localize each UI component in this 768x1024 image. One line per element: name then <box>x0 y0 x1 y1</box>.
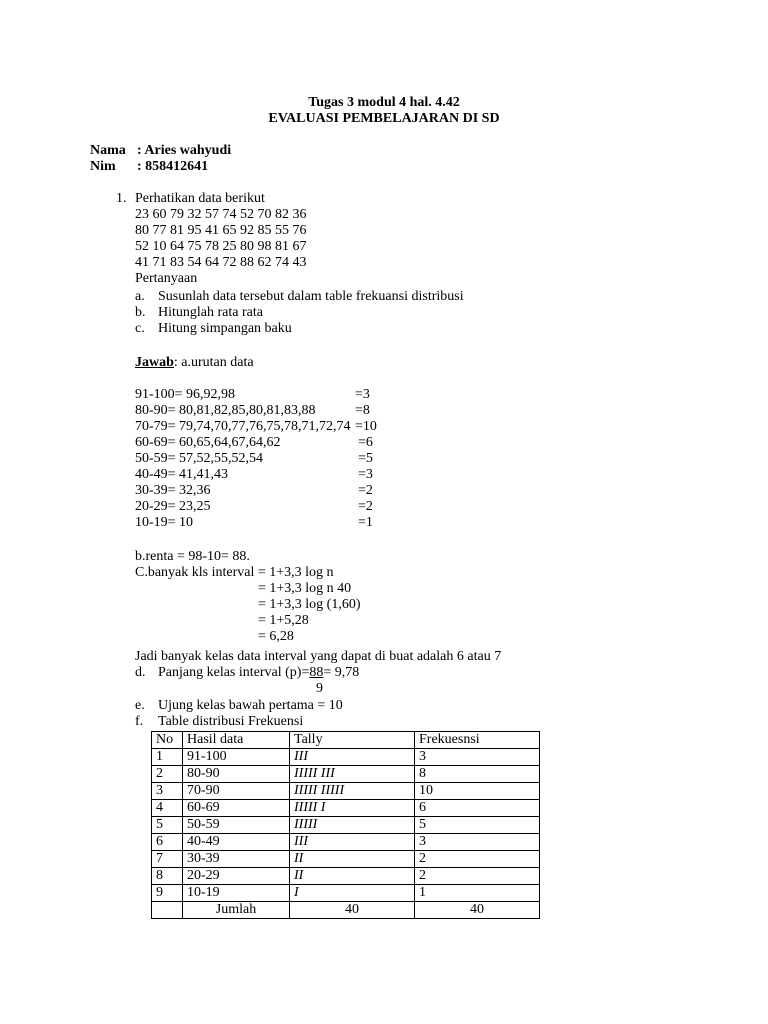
item-text: Hitung simpangan baku <box>158 321 292 336</box>
jawab-label: Jawab <box>135 355 174 370</box>
group-range: 91-100= 96,92,98 <box>135 387 236 402</box>
cell-tally: IIIII III <box>290 766 415 783</box>
cell-frekuensi: 2 <box>415 851 540 868</box>
item-mark: a. <box>135 289 145 304</box>
calc-lines <box>258 581 361 645</box>
table-mark: f. <box>135 714 144 729</box>
header-tally: Tally <box>290 732 415 749</box>
data-row: 80 77 81 95 41 65 92 85 55 76 <box>135 223 307 238</box>
banyak-kls-line: C.banyak kls interval = 1+3,3 log n <box>135 565 334 580</box>
table-row <box>152 749 540 766</box>
table-total-row <box>152 902 540 919</box>
panjang-line <box>158 665 359 681</box>
cell-frekuensi: 1 <box>415 885 540 902</box>
cell-tally: IIIII I <box>290 800 415 817</box>
question-body <box>135 191 307 287</box>
question-intro: Perhatikan data berikut <box>135 191 265 206</box>
cell-no: 2 <box>152 766 183 783</box>
jawab-rest: : a.urutan data <box>173 355 254 370</box>
cell-hasil: 10-19 <box>183 885 290 902</box>
frequency-table <box>151 731 540 919</box>
cell-hasil: 20-29 <box>183 868 290 885</box>
nim-label: Nim <box>90 159 116 174</box>
table-title: Table distribusi Frekuensi <box>158 714 304 729</box>
cell-hasil: 91-100 <box>183 749 290 766</box>
ujung-mark: e. <box>135 698 145 713</box>
cell-tally: III <box>290 749 415 766</box>
group-range: 70-79= 79,74,70,77,76,75,78,71,72,74 <box>135 419 351 434</box>
group-count: =2 <box>358 483 373 498</box>
data-row: 23 60 79 32 57 74 52 70 82 36 <box>135 207 307 222</box>
group-count: =5 <box>358 451 373 466</box>
cell-frekuensi: 5 <box>415 817 540 834</box>
table-header-row <box>152 732 540 749</box>
ujung-line: Ujung kelas bawah pertama = 10 <box>158 698 343 713</box>
cell-hasil: 60-69 <box>183 800 290 817</box>
group-range: 20-29= 23,25 <box>135 499 211 514</box>
cell-hasil: 80-90 <box>183 766 290 783</box>
table-row <box>152 800 540 817</box>
group-count: =1 <box>358 515 373 530</box>
doc-subtitle: EVALUASI PEMBELAJARAN DI SD <box>268 111 500 126</box>
renta-line: b.renta = 98-10= 88. <box>135 549 250 564</box>
table-row <box>152 834 540 851</box>
jawab-line <box>135 355 254 371</box>
cell-no: 4 <box>152 800 183 817</box>
pertanyaan-label: Pertanyaan <box>135 271 198 286</box>
group-count: =6 <box>358 435 373 450</box>
doc-title: Tugas 3 modul 4 hal. 4.42 <box>308 95 460 110</box>
group-range: 40-49= 41,41,43 <box>135 467 229 482</box>
group-range: 10-19= 10 <box>135 515 194 530</box>
calc-line: = 1+3,3 log n 40 <box>258 581 352 596</box>
jadi-line: Jadi banyak kelas data interval yang dapat di buat adalah 6 atau 7 <box>135 649 502 664</box>
nama-label: Nama <box>90 143 126 158</box>
cell-no: 5 <box>152 817 183 834</box>
total-frekuensi: 40 <box>415 902 540 919</box>
calc-line: = 1+5,28 <box>258 613 309 628</box>
cell-empty <box>152 902 183 919</box>
cell-tally: II <box>290 851 415 868</box>
cell-no: 9 <box>152 885 183 902</box>
header-hasil: Hasil data <box>183 732 290 749</box>
cell-no: 8 <box>152 868 183 885</box>
cell-hasil: 40-49 <box>183 834 290 851</box>
item-mark: b. <box>135 305 146 320</box>
group-count: =2 <box>358 499 373 514</box>
panjang-pre: Panjang kelas interval (p)= <box>158 665 310 680</box>
cell-tally: IIIII <box>290 817 415 834</box>
group-range: 80-90= 80,81,82,85,80,81,83,88 <box>135 403 316 418</box>
nim-value: : 858412641 <box>137 159 209 174</box>
cell-frekuensi: 3 <box>415 749 540 766</box>
item-mark: c. <box>135 321 145 336</box>
nama-value: : Aries wahyudi <box>137 143 232 158</box>
panjang-mark: d. <box>135 665 146 680</box>
cell-hasil: 50-59 <box>183 817 290 834</box>
header-no: No <box>152 732 183 749</box>
table-row <box>152 885 540 902</box>
table-row <box>152 766 540 783</box>
item-text: Hitunglah rata rata <box>158 305 263 320</box>
cell-frekuensi: 8 <box>415 766 540 783</box>
group-range: 60-69= 60,65,64,67,64,62 <box>135 435 281 450</box>
group-count: =3 <box>358 467 373 482</box>
cell-no: 3 <box>152 783 183 800</box>
cell-no: 7 <box>152 851 183 868</box>
data-row: 41 71 83 54 64 72 88 62 74 43 <box>135 255 307 270</box>
question-number: 1. <box>116 191 127 206</box>
table-row <box>152 851 540 868</box>
calc-line: = 6,28 <box>258 629 294 644</box>
item-text: Susunlah data tersebut dalam table frekuansi distribusi <box>158 289 464 304</box>
panjang-post: = 9,78 <box>323 665 360 680</box>
table-row <box>152 817 540 834</box>
panjang-denominator: 9 <box>316 681 323 696</box>
group-range: 30-39= 32,36 <box>135 483 211 498</box>
cell-tally: IIIII IIIII <box>290 783 415 800</box>
cell-frekuensi: 6 <box>415 800 540 817</box>
cell-frekuensi: 2 <box>415 868 540 885</box>
calc-line: = 1+3,3 log (1,60) <box>258 597 361 612</box>
cell-frekuensi: 3 <box>415 834 540 851</box>
group-count: =3 <box>355 387 370 402</box>
cell-no: 6 <box>152 834 183 851</box>
total-tally: 40 <box>290 902 415 919</box>
cell-tally: I <box>290 885 415 902</box>
cell-tally: III <box>290 834 415 851</box>
table-row <box>152 783 540 800</box>
cell-frekuensi: 10 <box>415 783 540 800</box>
group-count: =10 <box>355 419 377 434</box>
panjang-numerator: 88 <box>309 665 324 680</box>
data-row: 52 10 64 75 78 25 80 98 81 67 <box>135 239 307 254</box>
cell-no: 1 <box>152 749 183 766</box>
header-frekuensi: Frekuesnsi <box>415 732 540 749</box>
group-range: 50-59= 57,52,55,52,54 <box>135 451 264 466</box>
cell-hasil: 70-90 <box>183 783 290 800</box>
group-count: =8 <box>355 403 370 418</box>
cell-hasil: 30-39 <box>183 851 290 868</box>
total-label: Jumlah <box>183 902 290 919</box>
cell-tally: II <box>290 868 415 885</box>
table-row <box>152 868 540 885</box>
